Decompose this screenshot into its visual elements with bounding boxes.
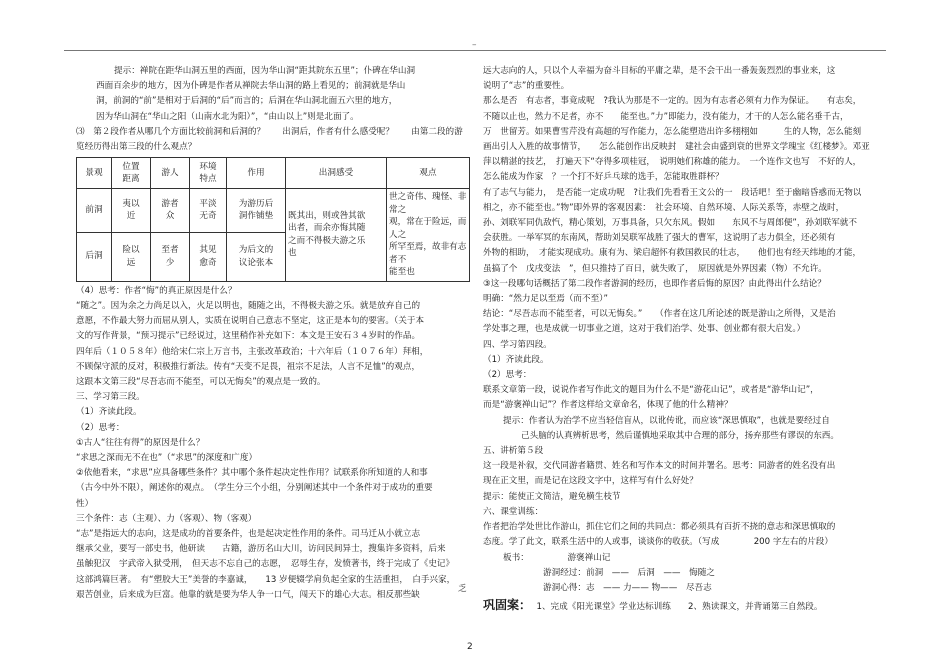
text-line: 而是“游褒禅山记”？作者这样给文章命名，体现了他的什么精神？ — [483, 400, 733, 411]
table-cell: 平淡 无奇 — [190, 189, 227, 233]
text-line: 那么是否 有志者，事竟成呢 ?我认为那是不一定的。因为有志者必须有力作为保证。 有志矣， — [483, 96, 862, 107]
text-line: 三个条件：志（主观）、力（客观）、物（客观） — [76, 513, 257, 524]
text-line: 作者把治学处世比作游山，抓住它们之间的共同点：都必须具有百折不挠的意志和深思慎取的 — [483, 522, 836, 533]
table-row — [77, 189, 470, 233]
text-line: 这一段是补叙，交代同游者籍贯、姓名和写作本文的时间并署名。思考：同游者的姓名没有出 — [483, 461, 836, 472]
text-line: 提示：作者认为治学不应当轻信盲从，以讹传讹，而应该“深思慎取”，也就是要经过自 — [503, 415, 830, 426]
text-line: 说明了“志”的重要性。 — [483, 81, 570, 92]
table-cell-view: 世之奇伟、瑰怪、非常之 观，常在于险远，而人之 所罕至焉，故非有志者不 能至也 — [387, 189, 470, 282]
text-line: 明确：“然力足以至焉（而不至）” — [483, 294, 608, 305]
text-line: 有了志气与能力， 是否能一定成功呢 ?让我们先看看王文公的一 段话吧！至于幽暗昏惑而无物以 — [483, 187, 862, 198]
text-line: 性） — [76, 498, 94, 509]
table-header-cell: 景观 — [77, 158, 112, 189]
text-line: “随之”。因为余之力尚足以入，火足以明也，随随之出，不得极夫游之乐。就是放弃自己的 — [76, 300, 421, 311]
text-line: 艰苦创业，后来成为巨富。他靠的就是要为华人争一口气，闯天下的雄心大志。相反那些缺 — [76, 589, 420, 600]
table-cell: 后洞 — [77, 232, 112, 281]
consolidate-line — [483, 598, 883, 615]
right-column — [483, 64, 883, 615]
consolidate-label: 巩固案： — [483, 598, 532, 613]
table-header-cell: 出洞感受 — [286, 158, 387, 189]
text-line: 怎么能成为作家 ？一个打不好乒乓球的选手，怎能取胜群杯？ — [483, 172, 724, 183]
table-cell: 其见 愈奇 — [190, 232, 227, 281]
text-line: 相之，亦不能至也。”物”即外界的客观因素： 社会环境、自然环境、人际关系等，赤壁之战时， — [483, 202, 845, 213]
text-line: 四年后（１０５８年）他给宋仁宗上万言书，主张改革政治；十六年后（１０７６年）拜相， — [76, 346, 429, 357]
table-cell: 夷以 近 — [112, 189, 151, 233]
text-line: 因为华山洞在“华山之阳（山南水北为阳）”，“由山以上”则是北面了。 — [96, 111, 359, 122]
text-line: 联系文章第一段，说说作者写作此文的题目为什么不是“游花山记”，或者是“游华山记”， — [483, 385, 819, 396]
table-cell-feeling: 既其出，则或咎其欲 出者，而余亦悔其随 之而不得极夫游之乐 也 — [286, 189, 387, 282]
text-line: 结论：“尽吾志而不能至者，可以无悔矣。” （作者在这几所论述的既是游山之所得，又是治 — [483, 309, 836, 320]
text-line: 己头脑的认真辨析思考，然后谨慎地采取其中合理的部分，扬弃那些有谬误的东西。 — [521, 430, 839, 441]
table-cell: 为游历后 洞作铺垫 — [227, 189, 286, 233]
board-title: 板书： 游褒禅山记 — [503, 552, 611, 563]
text-line: （古今中外不限），阐述你的观点。 （学生分三个小组，分别阐述其中一个条件对于成功的重要 — [76, 483, 433, 494]
text-line: 虽触犯汉 宇武帝入狱受刑， 但天志不忘自己的志愿， 忍辱生存，发愤著书，终于完成了《史记》 — [76, 559, 455, 570]
text-line: 洞，前洞的“前”是相对于后洞的“后”而言的；后洞在华山洞北面五六里的地方， — [96, 96, 398, 107]
text-line: 西面百余步的地方，因为仆碑是作者从禅院去华山洞的路上看见的；前洞就是华山 — [96, 81, 406, 92]
board-line: 游洞心得：志 —— 力—— 物—— 尽吾志 — [543, 582, 712, 593]
text-line: 现在正文里，而是记在这段文字中，这样写有什么好处？ — [483, 476, 698, 487]
table-header-cell: 环境 特点 — [190, 158, 227, 189]
table-cell: 为后文的 议论张本 — [227, 232, 286, 281]
header-rule — [64, 50, 886, 51]
text-line: 览经历得出第三段的什么观点？ — [76, 142, 197, 153]
text-line: “志”是指远大的志向，这是成功的首要条件，也是起决定性作用的条件。司马迁从小就立志 — [76, 528, 421, 539]
table-cell: 游者 众 — [151, 189, 190, 233]
header-mark: – — [472, 40, 477, 50]
text-line: （2）思考： — [483, 370, 532, 381]
text-line: （2）思考： — [76, 422, 125, 433]
text-line: 孙、刘联军同仇敌忾，精心策划，万事具备，只欠东风。假如 东风不与周郎便”，孙刘联军就不 — [483, 218, 857, 229]
table-header-cell: 游人 — [151, 158, 190, 189]
section-heading: 五、讲析第５段 — [483, 446, 544, 457]
board-line: 游洞经过：前洞 —— 后洞 —— 悔随之 — [543, 567, 715, 578]
text-line: 万 世留芳。如果曹雪芹没有高超的写作能力，怎么能塑造出许多栩栩如 生的人物，怎么能刻 — [483, 126, 862, 137]
table-cell: 险以 远 — [112, 232, 151, 281]
table-header-cell: 作用 — [227, 158, 286, 189]
table-header-row — [77, 158, 470, 189]
consolidate-text: 1、完成《阳光课堂》学业达标训练 2、熟读课文，并背诵第三自然段。 — [536, 602, 823, 613]
text-line: （4）思考：作者“悔”的真正原因是什么？ — [76, 285, 237, 296]
text-line: 远大志向的人，只以个人幸福为奋斗目标的平庸之辈，是不会干出一番轰轰烈烈的事业来，这 — [483, 66, 836, 76]
text-line: 态度。学了此文，联系生活中的人或事，谈谈你的收获。（写成 200 字左右的片段） — [483, 537, 833, 548]
table-header-cell: 位置 距离 — [112, 158, 151, 189]
text-line: 学处事之理，也是成就一切事业之道，这对于我们治学、处事、创业都有很大启发。） — [483, 324, 806, 335]
text-line: （1）齐读此段。 — [483, 354, 549, 365]
left-column — [76, 64, 470, 603]
text-line: 虽搞了个 戊戌变法 ”，但只推持了百日，就失败了， 原因就是外界因素（物）不允许。 — [483, 263, 827, 274]
text-line: 这跟本文第三段“尽吾志而不能至，可以无悔矣”的观点是一致的。 — [76, 376, 326, 387]
text-line: 提示：禅院在距华山洞五里的西面，因为华山洞“距其院东五里”；仆碑在华山洞 — [114, 66, 416, 76]
section-heading: 四、学习第四段。 — [483, 339, 552, 350]
text-line: ②依他看来，“求思”应具备哪些条件？其中哪个条件起决定性作用？试联系你所知道的人和事 — [76, 468, 428, 479]
text-line: 不顾保守派的反对，积极推行新法。传有“天变不足畏，祖宗不足法，人言不足恤”的观点， — [76, 361, 421, 372]
text-line: 会获胜。一举军冥的东南风，帮助刘吴联军战胜了强大的曹军，这说明了志力俱全，还必须有 — [483, 233, 836, 244]
page-number: 2 — [467, 642, 473, 652]
text-line: 文的写作背景，“预习提示”已经说过，这里稍作补充如下：本文是王安石３４岁时的作品。 — [76, 331, 421, 342]
text-line: 意愿，不作最大努力而屈从别人，实质在说明自己意志不坚定，这正是本句的要害。（关于本 — [76, 316, 425, 327]
text-line: 萍以精湛的技艺， 打遍天下“夺得多项桂冠， 说明她们称雄的能力。 一个连作文也写 不好的人， — [483, 157, 862, 168]
text-line: ③这一段哪句话概括了第二段作者游洞的经历，也即作者后悔的原因？由此得出什么结论？ — [483, 278, 826, 289]
section-heading: 六、课堂训练： — [483, 506, 544, 517]
table-cell: 前洞 — [77, 189, 112, 233]
text-line: 继承父业，要写一部史书，他研读 古籍，游历名山大川，访问民间异士，搜集许多资料，后来 — [76, 544, 446, 555]
comparison-table — [76, 157, 470, 282]
text-line: 不随以止也，然力不足者，亦不 能至也。”力”即能力，没有能力，才干的人怎么能名垂千古， — [483, 111, 849, 122]
page-corner-char: 乏 — [458, 584, 467, 594]
table-cell: 至者 少 — [151, 232, 190, 281]
text-line: 外物的相助， 才能实现成功。康有为、梁启超怀有救国救民的壮志， 他们也有经天纬地的才能， — [483, 248, 862, 259]
table-header-cell: 观点 — [387, 158, 470, 189]
text-line: ①古人“往往有得”的原因是什么？ — [76, 437, 205, 448]
text-line: 画出引人入胜的故事情节， 怎么能创作出反映封 建社会由盛到衰的世界文学瑰宝《红楼梦》。邓亚 — [483, 142, 870, 153]
text-line: （1）齐读此段。 — [76, 407, 142, 418]
text-line: ⑶ 第２段作者从哪几个方面比较前洞和后洞的？ 出洞后，作者有什么感受呢？ 由第二段的游 — [76, 126, 463, 137]
text-line: “求思之深而无不在也”（“求思”的深度和广度） — [76, 452, 258, 463]
text-line: 提示：能使正文简洁，避免横生枝节 — [483, 491, 621, 502]
text-line: 这部鸿篇巨著。 有“塑胶大王”美誉的李嘉诚， 13 岁便辍学肩负起全家的生活重担， 白手兴家， — [76, 574, 456, 585]
section-heading: 三、学习第三段。 — [76, 392, 145, 403]
